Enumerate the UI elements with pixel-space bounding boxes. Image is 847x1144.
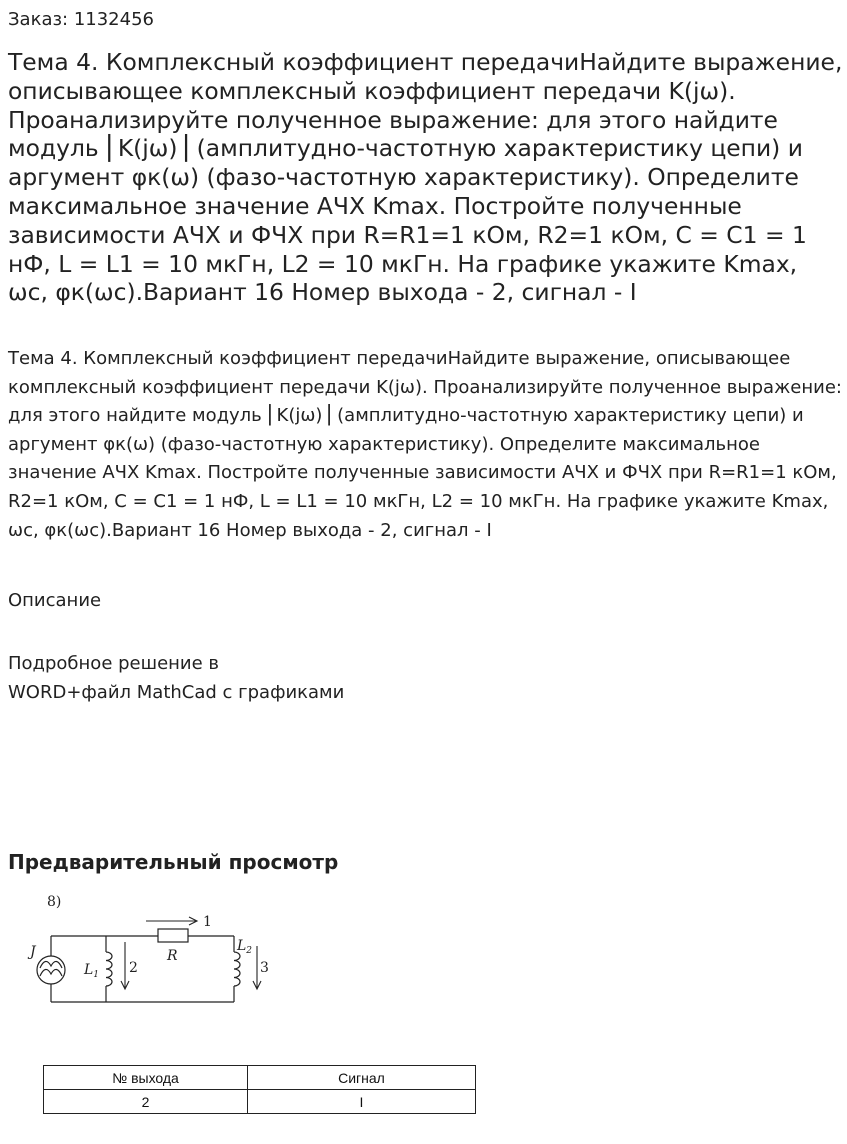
inductor-l1-symbol: [106, 952, 112, 986]
current-arrow-2: [121, 942, 129, 989]
description-line: Подробное решение в: [8, 653, 220, 674]
order-number: Заказ: 1132456: [8, 9, 154, 30]
table-header-row: [44, 1066, 476, 1090]
circuit-number: 8): [47, 894, 62, 910]
table-header-cell: № выхода: [44, 1066, 248, 1090]
branch-label-2: 2: [129, 960, 138, 976]
table-header-cell: Сигнал: [248, 1066, 476, 1090]
preview-heading: Предварительный просмотр: [8, 850, 339, 874]
resistor-symbol: [158, 929, 188, 942]
inductor-l1-label: $L_1$: [84, 962, 100, 980]
description-body: [8, 650, 344, 707]
source-label: J: [30, 944, 36, 960]
branch-label-3: 3: [260, 960, 269, 976]
task-description: Тема 4. Комплексный коэффициент передачиНайдите выражение, описывающее комплексный коэффициент передачи K(jω). Проанализируйте полученное выражение: для этого найдите модуль ⎜K(jω)⎟ (амплитудно-частотную характеристику цепи) и аргумент φк(ω) (фазо-частотную характеристику). Определите максимальное значение АЧХ Kmax. Постройте полученные зависимости АЧХ и ФЧХ при R=R1=1 кОм, R2=1 кОм, C = C1 = 1 нФ, L = L1 = 10 мкГн, L2 = 10 мкГн. На графике укажите Kmax, ωс, φк(ωс).Вариант 16 Номер выхода - 2, сигнал - I: [8, 348, 842, 541]
page-title: Тема 4. Комплексный коэффициент передачиНайдите выражение, описывающее комплексный коэффициент передачи K(jω). Проанализируйте полученное выражение: для этого найдите модуль ⎜K(jω)⎟ (амплитудно-частотную характеристику цепи) и аргумент φк(ω) (фазо-частотную характеристику). Определите максимальное значение АЧХ Kmax. Постройте полученные зависимости АЧХ и ФЧХ при R=R1=1 кОм, R2=1 кОм, C = C1 = 1 нФ, L = L1 = 10 мкГн, L2 = 10 мкГн. На графике укажите Kmax, ωс, φк(ωс).Вариант 16 Номер выхода - 2, сигнал - I: [8, 48, 843, 307]
current-arrow-1: [146, 917, 197, 925]
description-line: WORD+файл MathCad с графиками: [8, 681, 345, 703]
table-row: [44, 1090, 476, 1114]
description-heading: Описание: [8, 590, 102, 611]
circuit-diagram: [26, 890, 286, 1015]
inductor-l2-label: $L_2$: [237, 938, 253, 956]
table-cell: 2: [44, 1090, 248, 1114]
output-signal-table: [43, 1065, 476, 1114]
resistor-label: R: [167, 948, 178, 964]
branch-label-1: 1: [203, 914, 212, 930]
current-source-symbol: [37, 956, 65, 984]
table-cell: I: [248, 1090, 476, 1114]
inductor-l2-symbol: [234, 952, 240, 986]
circuit-wires: [51, 936, 234, 1002]
